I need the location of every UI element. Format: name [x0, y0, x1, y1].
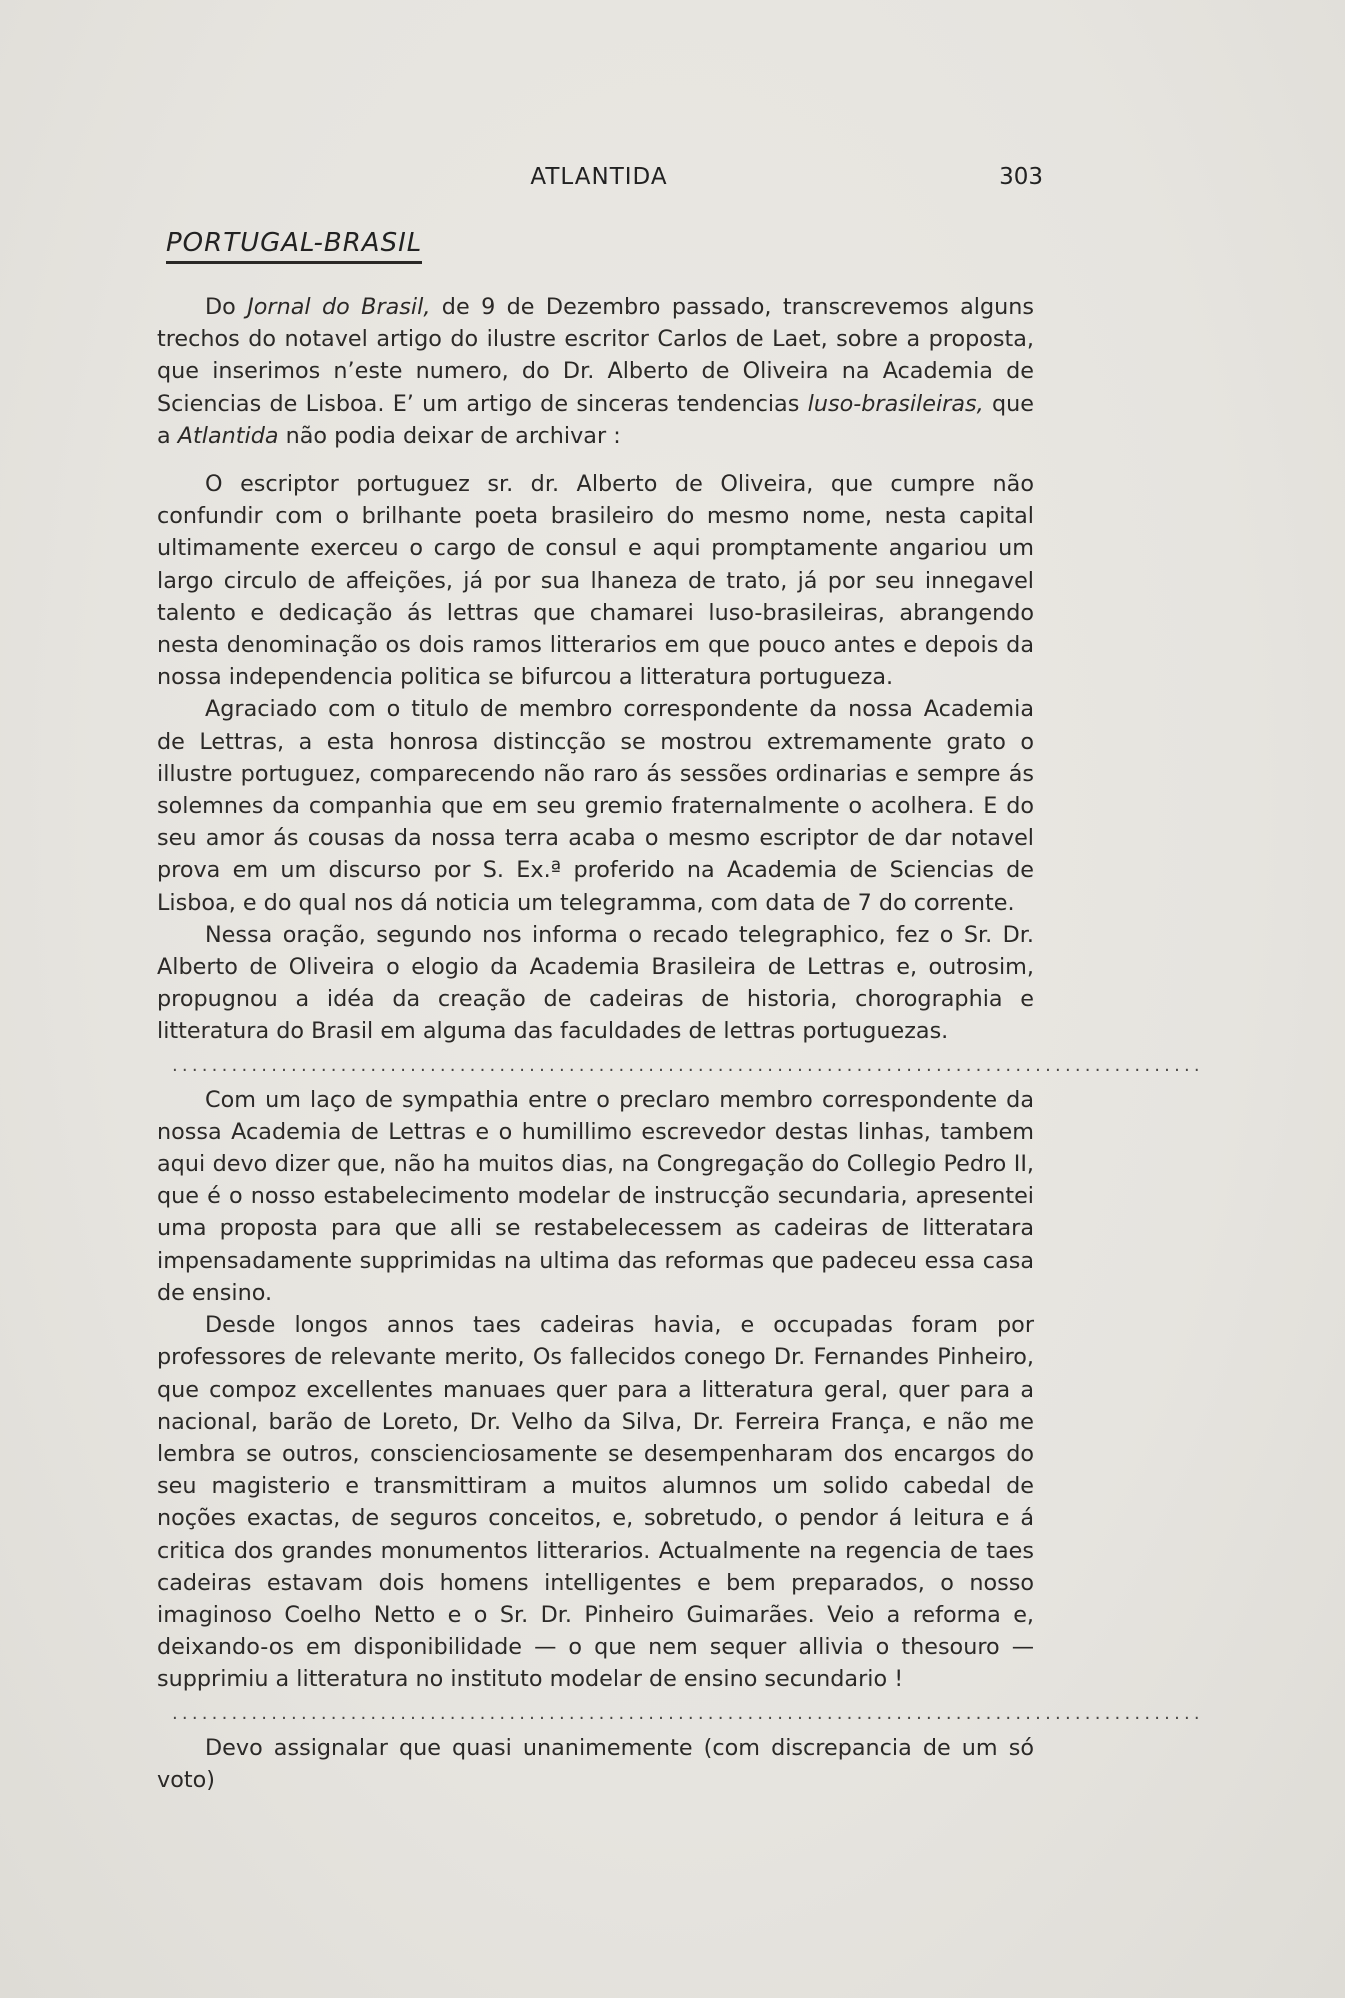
intro-text: não podia deixar de archivar :: [278, 422, 621, 449]
article-paragraph: Nessa oração, segundo nos informa o recado telegraphico, fez o Sr. Dr. Alberto de Oliveira o elogio da Academia Brasileira de Lettras e, outrosim, propugnou a idéa da creação de cadeiras de historia, chorographia e litteratura do Brasil em alguma das faculdades de lettras portuguezas.: [157, 921, 1034, 1045]
tendency-term: luso-brasileiras,: [807, 390, 984, 417]
page-header: [155, 164, 1043, 200]
dotted-separator: ........................................................................................................: [172, 1702, 1204, 1724]
running-title: ATLANTIDA: [530, 164, 668, 190]
intro-paragraph: [157, 291, 1034, 452]
page-number: 303: [999, 164, 1043, 190]
section-title: PORTUGAL-BRASIL: [166, 228, 422, 264]
intro-text: Do: [205, 294, 248, 320]
magazine-name: Atlantida: [177, 422, 279, 449]
article-paragraph: O escriptor portuguez sr. dr. Alberto de Oliveira, que cumpre não confundir com o brilhante poeta brasileiro do mesmo nome, nesta capital ultimamente exerceu o cargo de consul e aqui promptamente angariou um largo circulo de affeições, já por sua lhaneza de trato, já por seu innegavel talento e dedicação ás lettras que chamarei luso-brasileiras, abrangendo nesta denominação os dois ramos litterarios em que pouco antes e depois da nossa independencia politica se bifurcou a litteratura portugueza.: [157, 471, 1034, 691]
article-paragraph: Com um laço de sympathia entre o preclaro membro correspondente da nossa Academia de Lettras e o humillimo escrevedor destas linhas, tambem aqui devo dizer que, não ha muitos dias, na Congregação do Collegio Pedro II, que é o nosso estabelecimento modelar de instrucção secundaria, apresentei uma proposta para que alli se restabelecessem as cadeiras de litteratara impensadamente supprimidas na ultima das reformas que padeceu essa casa de ensino.: [157, 1086, 1034, 1306]
dotted-separator: ........................................................................................................: [172, 1054, 1204, 1076]
article-paragraph: Devo assignalar que quasi unanimemente (com discrepancia de um só voto): [157, 1734, 1034, 1793]
article-paragraph: Agraciado com o titulo de membro correspondente da nossa Academia de Lettras, a esta honrosa distincção se mostrou extremamente grato o illustre portuguez, comparecendo não raro ás sessões ordinarias e sempre ás solemnes da companhia que em seu gremio fraternalmente o acolhera. E do seu amor ás cousas da nossa terra acaba o mesmo escriptor de dar notavel prova em um discurso por S. Ex.ª proferido na Academia de Sciencias de Lisboa, e do qual nos dá noticia um telegramma, com data de 7 do corrente.: [157, 696, 1034, 916]
intro-text: de 9 de Dezembro passado, transcrevemos alguns trechos do notavel artigo do ilustre escritor Carlos de Laet, sobre a proposta, que inserimos n’este numero, do Dr. Alberto de Oliveira na Academia de Sciencias de Lisboa. E’ um artigo de sinceras tendencias: [157, 294, 1034, 417]
article-body: [157, 291, 1204, 1796]
article-paragraph: Desde longos annos taes cadeiras havia, e occupadas foram por professores de relevante merito, Os fallecidos conego Dr. Fernandes Pinheiro, que compoz excellentes manuaes quer para a litteratura geral, quer para a nacional, barão de Loreto, Dr. Velho da Silva, Dr. Ferreira França, e não me lembra se outros, conscienciosamente se desempenharam dos encargos do seu magisterio e transmittiram a muitos alumnos um solido cabedal de noções exactas, de seguros conceitos, e, sobretudo, o pendor á leitura e á critica dos grandes monumentos litterarios. Actualmente na regencia de taes cadeiras estavam dois homens intelligentes e bem preparados, o nosso imaginoso Coelho Netto e o Sr. Dr. Pinheiro Guimarães. Veio a reforma e, deixando-os em disponibilidade — o que nem sequer allivia o thesouro — supprimiu a litteratura no instituto modelar de ensino secundario !: [157, 1312, 1034, 1693]
intro-text: que a: [157, 390, 1034, 449]
source-title: Jornal do Brasil,: [247, 294, 431, 320]
